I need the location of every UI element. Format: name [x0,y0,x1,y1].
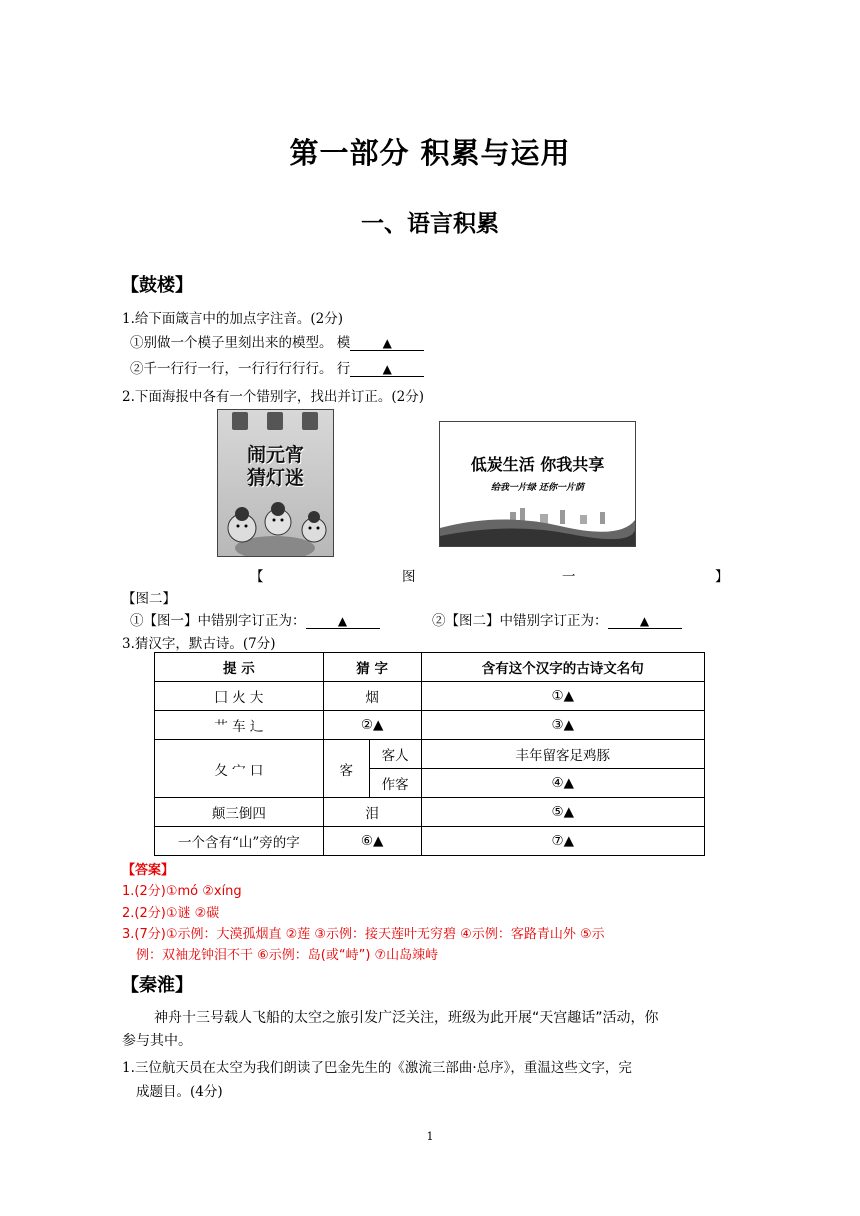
answer-line-4: 例：双袖龙钟泪不干 ⑥示例：岛(或“峙”) ⑦山岛竦峙 [136,948,439,963]
poster-lantern-festival [217,409,334,557]
qinhuai-intro-line-2: 参与其中。 [122,1033,192,1049]
qinhuai-question-1-line-2: 成题目。(4分) [136,1084,223,1100]
q1-item-1: ①别做一个模子里刻出来的模型。 模 ▲ [130,331,424,351]
section-heading-qinhuai: 【秦淮】 [121,975,193,996]
q2-answer-2: ②【图二】中错别字订正为： ▲ [432,609,682,629]
page-number: 1 [426,1130,434,1143]
question-3: 3.猜汉字，默古诗。(7分) [122,636,276,652]
table-header-row [155,653,705,682]
header-guess: 猜 字 [323,653,421,682]
answer-line-1: 1.(2分)①mó ②xíng [122,884,242,899]
cartoon-children-illustration [218,498,333,556]
answer-blank[interactable]: ▲ [350,362,424,377]
caption-char-tu: 图 [402,569,416,585]
question-2: 2.下面海报中各有一个错别字，找出并订正。(2分) [122,389,425,405]
poster1-line-1: 闹元宵 [246,444,304,466]
caption-bracket-left: 【 [250,569,264,585]
part-title: 第一部分 积累与运用 [289,136,571,170]
section-heading-gulou: 【鼓楼】 [121,275,193,296]
poster2-subtitle: 给我一片绿 还你一片荫 [490,483,585,493]
table-row: 作客 ④▲ [155,769,705,798]
question-1: 1.给下面箴言中的加点字注音。(2分) [122,311,344,327]
table-row: 夂 宀 口 客 客人 丰年留客足鸡豚 [155,740,705,769]
qinhuai-question-1-line-1: 1.三位航天员在太空为我们朗读了巴金先生的《激流三部曲·总序》，重温这些文字，完 [122,1060,632,1076]
answer-line-2: 2.(2分)①谜 ②碳 [122,906,220,921]
answer-label: 【答案】 [122,863,175,878]
answer-blank[interactable]: ▲ [608,614,682,629]
poster-low-carbon [439,421,636,547]
section-title: 一、语言积累 [361,211,499,237]
answer-blank[interactable]: ▲ [350,336,424,351]
table-row: 一个含有“山”旁的字 ⑥▲ ⑦▲ [155,827,705,856]
qinhuai-intro-line-1: 神舟十三号载人飞船的太空之旅引发广泛关注，班级为此开展“天宫趣话”活动，你 [154,1010,659,1026]
header-poem: 含有这个汉字的古诗文名句 [421,653,704,682]
table-row: 艹 车 辶 ②▲ ③▲ [155,711,705,740]
riddle-table [154,652,705,856]
table-row: 颠三倒四 泪 ⑤▲ [155,798,705,827]
poster1-line-2: 猜灯迷 [246,467,304,489]
header-hint: 提 示 [155,653,324,682]
answer-blank[interactable]: ▲ [306,614,380,629]
q2-answer-1: ①【图一】中错别字订正为： ▲ [130,609,380,629]
table-row: 囗 火 大 烟 ①▲ [155,682,705,711]
answer-line-3: 3.(7分)①示例：大漠孤烟直 ②莲 ③示例：接天莲叶无穷碧 ④示例：客路青山外 ⑤示 [122,927,605,942]
caption-figure-2: 【图二】 [122,591,176,607]
poster2-title: 低炭生活 你我共享 [470,455,605,474]
caption-char-yi: 一 [562,569,576,585]
q1-item-2: ②千一行行一行，一行行行行行。 行 ▲ [130,357,424,377]
caption-bracket-right: 】 [715,569,729,585]
city-skyline-wave-graphic [440,506,635,546]
